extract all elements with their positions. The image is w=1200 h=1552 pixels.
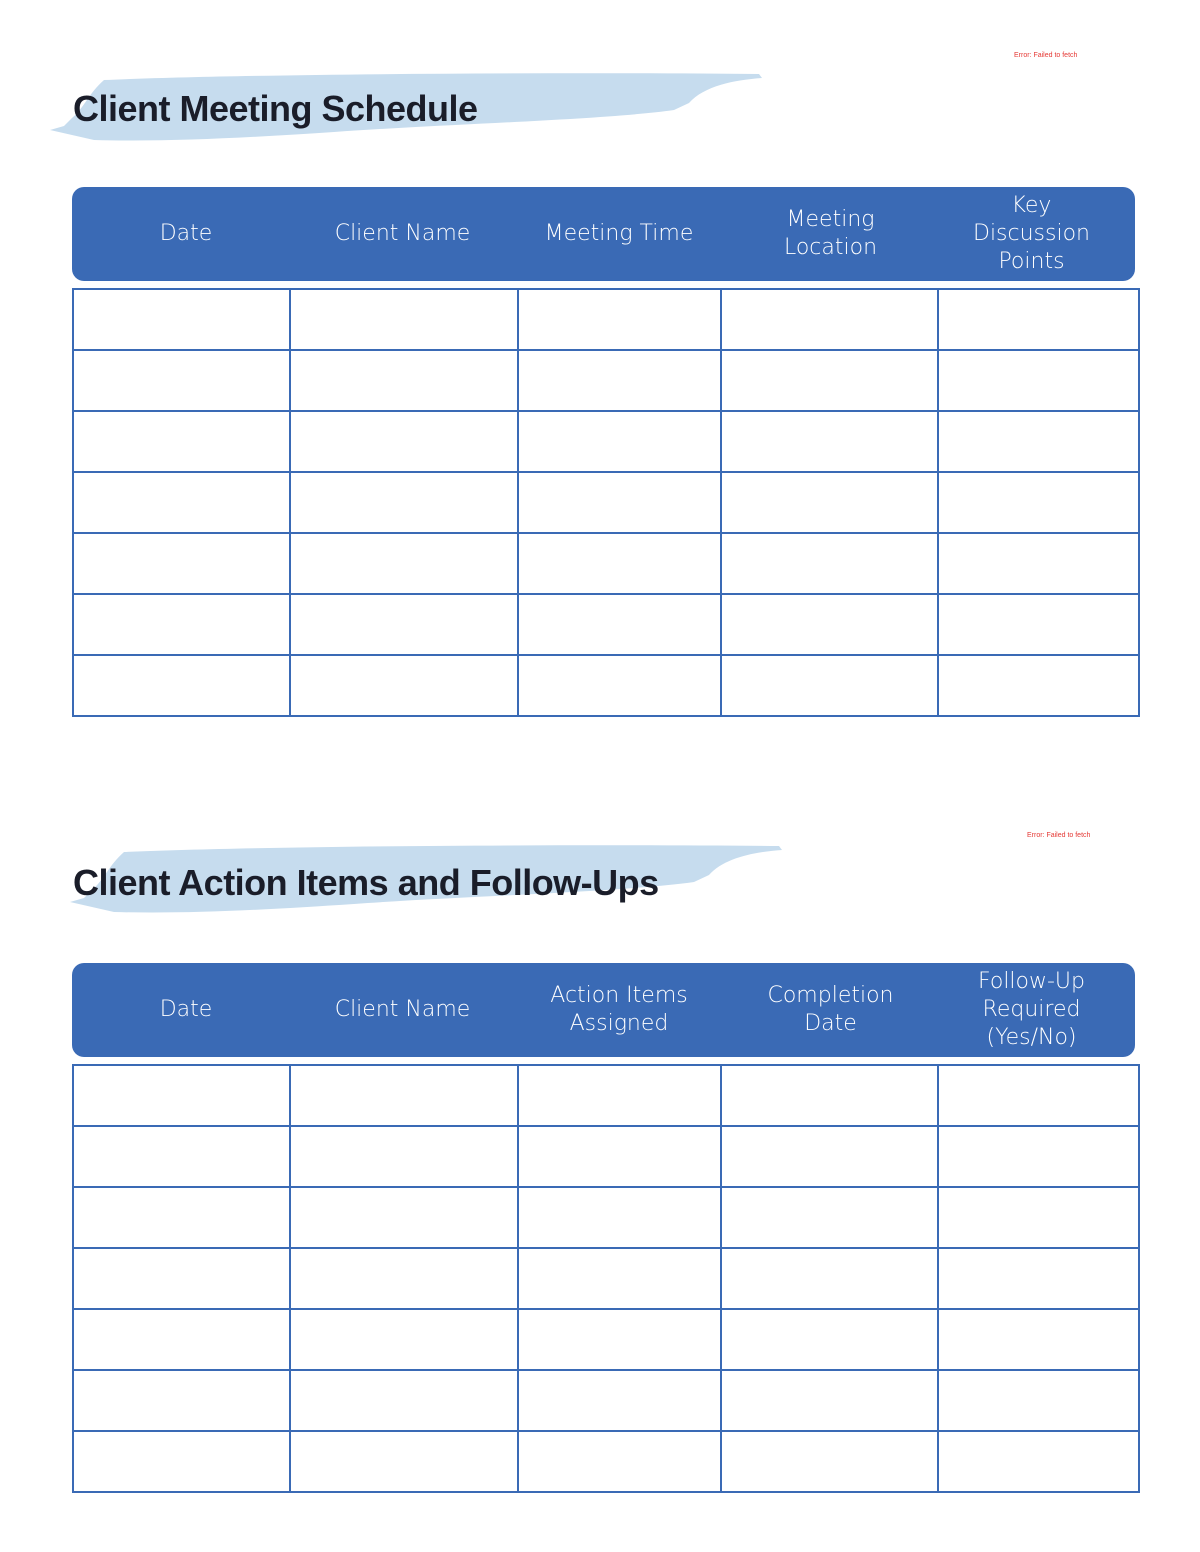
table-cell[interactable] <box>721 1248 938 1309</box>
table-cell[interactable] <box>721 472 938 533</box>
table-cell[interactable] <box>518 411 721 472</box>
table-cell[interactable] <box>721 1370 938 1431</box>
table-row <box>73 411 1139 472</box>
table-cell[interactable] <box>518 655 721 716</box>
table-cell[interactable] <box>938 1309 1139 1370</box>
table-cell[interactable] <box>721 289 938 350</box>
table-cell[interactable] <box>938 533 1139 594</box>
table-cell[interactable] <box>290 1187 518 1248</box>
table-cell[interactable] <box>721 350 938 411</box>
table-cell[interactable] <box>938 1065 1139 1126</box>
table-cell[interactable] <box>73 1431 290 1492</box>
table-cell[interactable] <box>721 594 938 655</box>
column-header-date: Date <box>159 997 213 1022</box>
table-cell[interactable] <box>73 1126 290 1187</box>
table-cell[interactable] <box>518 1309 721 1370</box>
table-cell[interactable] <box>73 411 290 472</box>
column-header-action-items-assigned: Action Items Assigned <box>550 983 688 1036</box>
table-row <box>73 533 1139 594</box>
column-header-meeting-time: Meeting Time <box>544 221 694 246</box>
column-header-key-discussion-points: Key Discussion Points <box>973 193 1090 274</box>
table-cell[interactable] <box>518 1431 721 1492</box>
error-message: Error: Failed to fetch <box>1027 832 1091 839</box>
table-cell[interactable] <box>518 350 721 411</box>
table-row <box>73 350 1139 411</box>
table-cell[interactable] <box>518 1248 721 1309</box>
table-cell[interactable] <box>721 1309 938 1370</box>
page-title: Client Meeting Schedule <box>73 88 478 129</box>
table-row <box>73 1065 1139 1126</box>
table-cell[interactable] <box>721 1065 938 1126</box>
table-cell[interactable] <box>938 411 1139 472</box>
table-cell[interactable] <box>938 1431 1139 1492</box>
table-cell[interactable] <box>73 289 290 350</box>
table-cell[interactable] <box>721 411 938 472</box>
table-cell[interactable] <box>721 655 938 716</box>
table-cell[interactable] <box>73 1065 290 1126</box>
table-cell[interactable] <box>938 655 1139 716</box>
table-cell[interactable] <box>518 594 721 655</box>
table-cell[interactable] <box>290 594 518 655</box>
section-title: Client Action Items and Follow-Ups <box>73 862 659 903</box>
table-cell[interactable] <box>721 533 938 594</box>
column-header-follow-up-required: Follow-Up Required (Yes/No) <box>977 969 1085 1050</box>
table-cell[interactable] <box>73 350 290 411</box>
table-row <box>73 655 1139 716</box>
table-row <box>73 1370 1139 1431</box>
table-row <box>73 1187 1139 1248</box>
table-cell[interactable] <box>518 533 721 594</box>
table-cell[interactable] <box>518 472 721 533</box>
table-row <box>73 472 1139 533</box>
table-cell[interactable] <box>518 1065 721 1126</box>
table-cell[interactable] <box>518 1187 721 1248</box>
table-row <box>73 1431 1139 1492</box>
table-cell[interactable] <box>938 594 1139 655</box>
table-cell[interactable] <box>518 289 721 350</box>
table-cell[interactable] <box>73 1248 290 1309</box>
table-header <box>72 963 1135 1057</box>
table-row <box>73 289 1139 350</box>
column-header-client-name: Client Name <box>334 997 471 1022</box>
table-cell[interactable] <box>73 533 290 594</box>
table-cell[interactable] <box>290 1309 518 1370</box>
table-cell[interactable] <box>73 1187 290 1248</box>
table-cell[interactable] <box>938 1248 1139 1309</box>
table-cell[interactable] <box>938 1126 1139 1187</box>
table-cell[interactable] <box>518 1370 721 1431</box>
table-header <box>72 187 1135 281</box>
table-cell[interactable] <box>290 1248 518 1309</box>
table-cell[interactable] <box>73 1309 290 1370</box>
table-cell[interactable] <box>721 1431 938 1492</box>
table-row <box>73 594 1139 655</box>
table-cell[interactable] <box>290 472 518 533</box>
column-header-completion-date: Completion Date <box>767 983 894 1036</box>
table-cell[interactable] <box>73 1370 290 1431</box>
table-cell[interactable] <box>290 289 518 350</box>
table-cell[interactable] <box>518 1126 721 1187</box>
table-row <box>73 1126 1139 1187</box>
table-cell[interactable] <box>73 594 290 655</box>
table-cell[interactable] <box>721 1187 938 1248</box>
action-items-table <box>72 1064 1140 1493</box>
table-cell[interactable] <box>290 1370 518 1431</box>
table-cell[interactable] <box>290 411 518 472</box>
table-cell[interactable] <box>290 1126 518 1187</box>
table-cell[interactable] <box>290 1065 518 1126</box>
table-cell[interactable] <box>938 1187 1139 1248</box>
table-cell[interactable] <box>938 350 1139 411</box>
column-header-meeting-location: Meeting Location <box>783 207 878 260</box>
column-header-date: Date <box>159 221 213 246</box>
column-header-client-name: Client Name <box>334 221 471 246</box>
table-cell[interactable] <box>290 533 518 594</box>
table-cell[interactable] <box>290 655 518 716</box>
table-cell[interactable] <box>938 1370 1139 1431</box>
table-cell[interactable] <box>290 350 518 411</box>
error-message: Error: Failed to fetch <box>1014 52 1078 59</box>
table-cell[interactable] <box>938 472 1139 533</box>
meeting-schedule-table <box>72 288 1140 717</box>
table-cell[interactable] <box>721 1126 938 1187</box>
table-cell[interactable] <box>290 1431 518 1492</box>
table-cell[interactable] <box>938 289 1139 350</box>
table-row <box>73 1248 1139 1309</box>
table-cell[interactable] <box>73 655 290 716</box>
table-cell[interactable] <box>73 472 290 533</box>
table-row <box>73 1309 1139 1370</box>
